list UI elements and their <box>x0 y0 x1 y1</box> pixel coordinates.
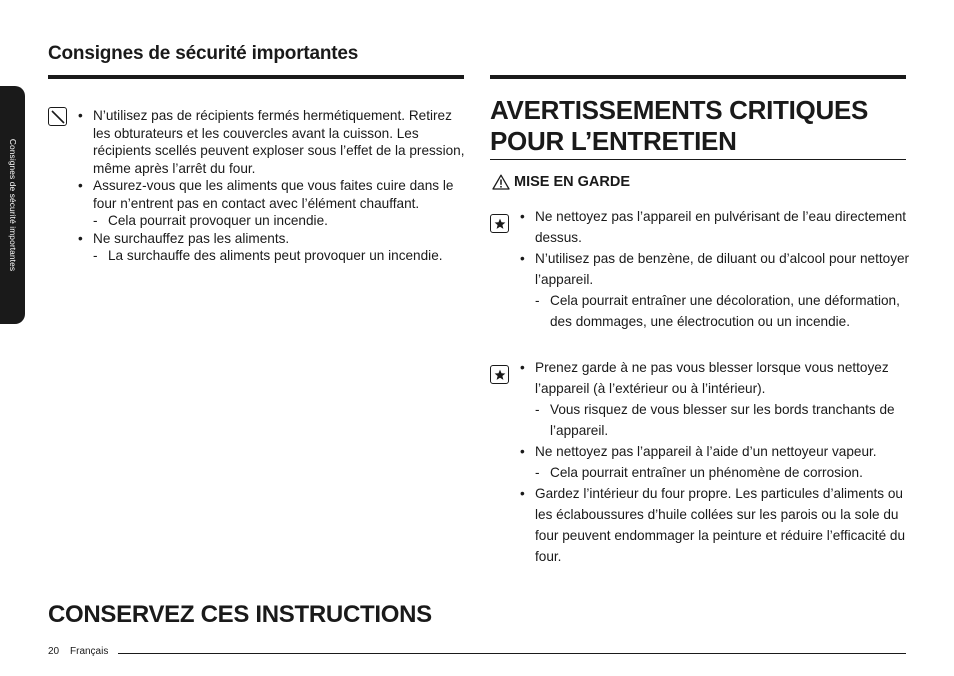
caution-label <box>492 174 630 190</box>
heading-rule <box>490 159 906 160</box>
star-box-icon <box>490 214 509 233</box>
list-item: • Ne nettoyez pas l’appareil à l’aide d’un nettoyeur vapeur. <box>520 441 910 462</box>
footer-rule <box>118 653 906 654</box>
list-item: • Prenez garde à ne pas vous blesser lorsque vous nettoyez l’appareil (à l’extérieur ou à l’intérieur). <box>520 357 910 399</box>
page-number: 20 <box>48 646 60 657</box>
caution-group-1 <box>520 206 910 332</box>
header-rule-left <box>48 75 464 79</box>
list-item: • N’utilisez pas de récipients fermés hermétiquement. Retirez les obturateurs et les couvercles avant la cuisson. Les récipients scellés peuvent exploser sous l’effet de la pression, même après l’arrêt du four. <box>78 107 468 177</box>
list-item: • N’utilisez pas de benzène, de diluant ou d’alcool pour nettoyer l’appareil. <box>520 248 910 290</box>
list-subitem: - Cela pourrait provoquer un incendie. <box>78 212 468 230</box>
section-header: Consignes de sécurité importantes <box>48 43 359 64</box>
bottom-title: CONSERVEZ CES INSTRUCTIONS <box>48 601 432 628</box>
footer-language: Français <box>70 646 109 657</box>
list-item: • Gardez l’intérieur du four propre. Les particules d’aliments ou les éclaboussures d’huile collées sur les parois ou la sole du four peuvent endommager la peinture et réduire l’efficacité du four. <box>520 483 910 567</box>
warning-triangle-icon <box>492 174 510 190</box>
caution-group-2 <box>520 357 910 567</box>
list-subitem: - La surchauffe des aliments peut provoquer un incendie. <box>78 247 468 265</box>
left-column <box>78 107 468 265</box>
header-rule-right <box>490 75 906 79</box>
list-subitem: - Cela pourrait entraîner une décoloration, une déformation, des dommages, une électrocution ou un incendie. <box>520 290 910 332</box>
caution-text: MISE EN GARDE <box>514 174 631 190</box>
list-subitem: - Cela pourrait entraîner un phénomène de corrosion. <box>520 462 910 483</box>
page-title: AVERTISSEMENTS CRITIQUES POUR L’ENTRETIEN <box>490 95 869 156</box>
prohibition-icon <box>48 107 67 126</box>
list-item: • Assurez-vous que les aliments que vous faites cuire dans le four n’entrent pas en contact avec l’élément chauffant. <box>78 177 468 212</box>
star-box-icon <box>490 365 509 384</box>
side-tab-label: Consignes de sécurité importantes <box>8 138 18 272</box>
list-item: • Ne nettoyez pas l’appareil en pulvérisant de l’eau directement dessus. <box>520 206 910 248</box>
list-subitem: - Vous risquez de vous blesser sur les bords tranchants de l’appareil. <box>520 399 910 441</box>
list-item: • Ne surchauffez pas les aliments. <box>78 230 468 248</box>
